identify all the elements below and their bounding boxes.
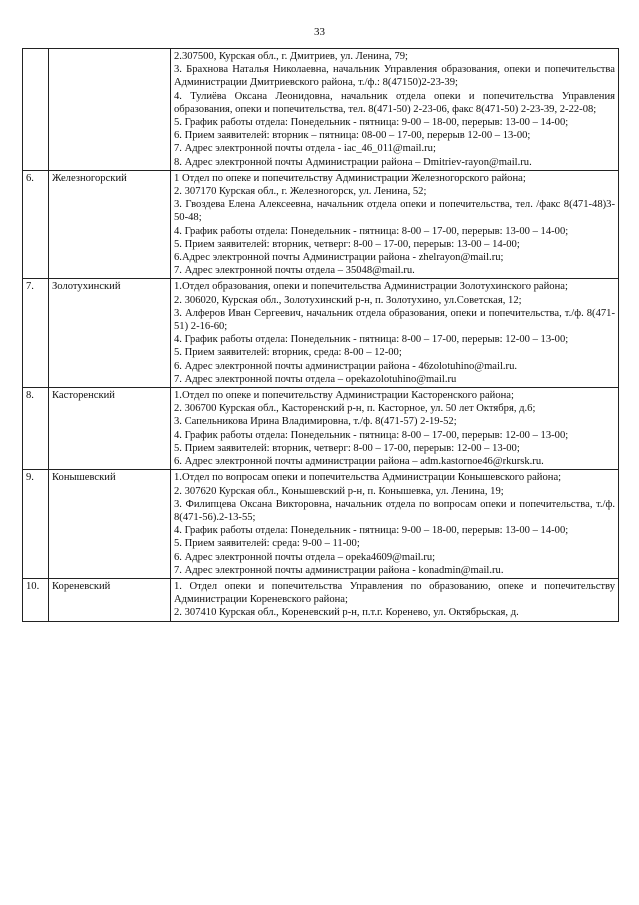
info-line: 6. Прием заявителей: вторник – пятница: 08-00 – 17-00, перерыв 12-00 – 13-00;	[174, 130, 531, 142]
info-line: 2. 306700 Курская обл., Касторенский р-н, п. Касторное, ул. 50 лет Октября, д.6;	[174, 403, 536, 415]
info-line: 3. Филипцева Оксана Викторовна, начальник отдела по вопросам опеки и попечительства, т./ф. 8(471-56).2-13-55;	[174, 498, 615, 523]
info-line: 2. 307410 Курская обл., Кореневский р-н, п.т.г. Коренево, ул. Октябрьская, д.	[174, 607, 519, 619]
info-line: 7. Адрес электронной почты отдела – 35048@mail.ru.	[174, 265, 415, 277]
district-info	[171, 170, 619, 279]
info-line: 5. Прием заявителей: среда: 9-00 – 11-00;	[174, 538, 360, 550]
district-name	[49, 49, 171, 171]
row-number: 7.	[23, 279, 49, 388]
info-line: 4. График работы отдела: Понедельник - пятница: 8-00 – 17-00, перерыв: 12-00 – 13-00;	[174, 334, 569, 346]
info-line: 7. Адрес электронной почты отдела – opekazolotuhino@mail.ru	[174, 373, 457, 385]
table-row	[23, 470, 619, 579]
info-line: 2.307500, Курская обл., г. Дмитриев, ул. Ленина, 79;	[174, 51, 408, 62]
info-line: 5. График работы отдела: Понедельник - пятница: 9-00 – 18-00, перерыв: 13-00 – 14-00;	[174, 117, 569, 129]
info-line: 7. Адрес электронной почты администрации района - konadmin@mail.ru.	[174, 564, 504, 576]
row-number	[23, 49, 49, 171]
info-line: 4. График работы отдела: Понедельник - пятница: 8-00 – 17-00, перерыв: 13-00 – 14-00;	[174, 225, 569, 237]
table-row	[23, 279, 619, 388]
table-row	[23, 388, 619, 470]
page-number: 33	[314, 26, 325, 38]
info-line: 4. Тулиёва Оксана Леонидовна, начальник отдела опеки и попечительства Управления образования, опеки и попечительства, тел. 8(471-50) 2-23-06, факс 8(471-50) 2-23-39, 2-22-08;	[174, 90, 615, 115]
row-number: 8.	[23, 388, 49, 470]
info-line: 6. Адрес электронной почты администрации района - 46zolotuhino@mail.ru.	[174, 360, 518, 372]
info-line: 2. 306020, Курская обл., Золотухинский р-н, п. Золотухино, ул.Советская, 12;	[174, 294, 522, 306]
district-name: Железногорский	[49, 170, 171, 279]
info-line: 6.Адрес электронной почты Администрации района - zhelrayon@mail.ru;	[174, 252, 504, 264]
row-number: 10.	[23, 578, 49, 621]
district-name: Золотухинский	[49, 279, 171, 388]
table-body	[23, 49, 619, 622]
district-info	[171, 388, 619, 470]
table-row	[23, 578, 619, 621]
info-line: 3. Алферов Иван Сергеевич, начальник отдела образования, опеки и попечительства, т./ф. 8(471-51) 2-16-60;	[174, 307, 615, 333]
district-info	[171, 49, 619, 171]
info-line: 4. График работы отдела: Понедельник - пятница: 9-00 – 18-00, перерыв: 13-00 – 14-00;	[174, 525, 569, 537]
info-line: 1.Отдел по вопросам опеки и попечительства Администрации Конышевского района;	[174, 472, 562, 484]
info-line: 1. Отдел опеки и попечительства Управления по образованию, опеке и попечительству Администрации Кореневского района;	[174, 580, 615, 606]
info-line: 5. Прием заявителей: вторник, среда: 8-00 – 12-00;	[174, 347, 402, 359]
info-line: 4. График работы отдела: Понедельник - пятница: 8-00 – 17-00, перерыв: 12-00 – 13-00;	[174, 429, 569, 441]
info-line: 2. 307620 Курская обл., Конышевский р-н, п. Конышевка, ул. Ленина, 19;	[174, 485, 504, 497]
district-name: Кореневский	[49, 578, 171, 621]
info-line: 3. Брахнова Наталья Николаевна, начальник Управления образования, опеки и попечительства Администрации Дмитриевского района, т./ф.: 8(47150)2-23-39;	[174, 64, 615, 89]
district-info	[171, 578, 619, 621]
info-line: 1 Отдел по опеке и попечительству Администрации Железногорского района;	[174, 172, 526, 184]
district-name: Конышевский	[49, 470, 171, 579]
info-line: 1.Отдел по опеке и попечительству Администрации Касторенского района;	[174, 390, 514, 402]
table-row	[23, 49, 619, 171]
contacts-table	[22, 48, 619, 622]
info-line: 6. Адрес электронной почты отдела – opeka4609@mail.ru;	[174, 551, 436, 563]
district-info	[171, 470, 619, 579]
info-line: 7. Адрес электронной почты отдела - iac_46_011@mail.ru;	[174, 143, 436, 155]
row-number: 6.	[23, 170, 49, 279]
info-line: 8. Адрес электронной почты Администрации района – Dmitriev-rayon@mail.ru.	[174, 156, 532, 168]
district-name: Касторенский	[49, 388, 171, 470]
info-line: 5. Прием заявителей: вторник, четверг: 8-00 – 17-00, перерыв: 12-00 – 13-00;	[174, 442, 520, 454]
info-line: 6. Адрес электронной почты администрации района – adm.kastornoe46@rkursk.ru.	[174, 456, 544, 468]
info-line: 3. Гвоздева Елена Алексеевна, начальник отдела опеки и попечительства, тел. /факс 8(471-48)3-50-48;	[174, 199, 615, 224]
info-line: 3. Сапельникова Ирина Владимировна, т./ф. 8(471-57) 2-19-52;	[174, 416, 457, 428]
district-info	[171, 279, 619, 388]
info-line: 5. Прием заявителей: вторник, четверг: 8-00 – 17-00, перерыв: 13-00 – 14-00;	[174, 238, 520, 250]
row-number: 9.	[23, 470, 49, 579]
table-row	[23, 170, 619, 279]
info-line: 2. 307170 Курская обл., г. Железногорск, ул. Ленина, 52;	[174, 186, 427, 198]
info-line: 1.Отдел образования, опеки и попечительства Администрации Золотухинского района;	[174, 281, 568, 293]
